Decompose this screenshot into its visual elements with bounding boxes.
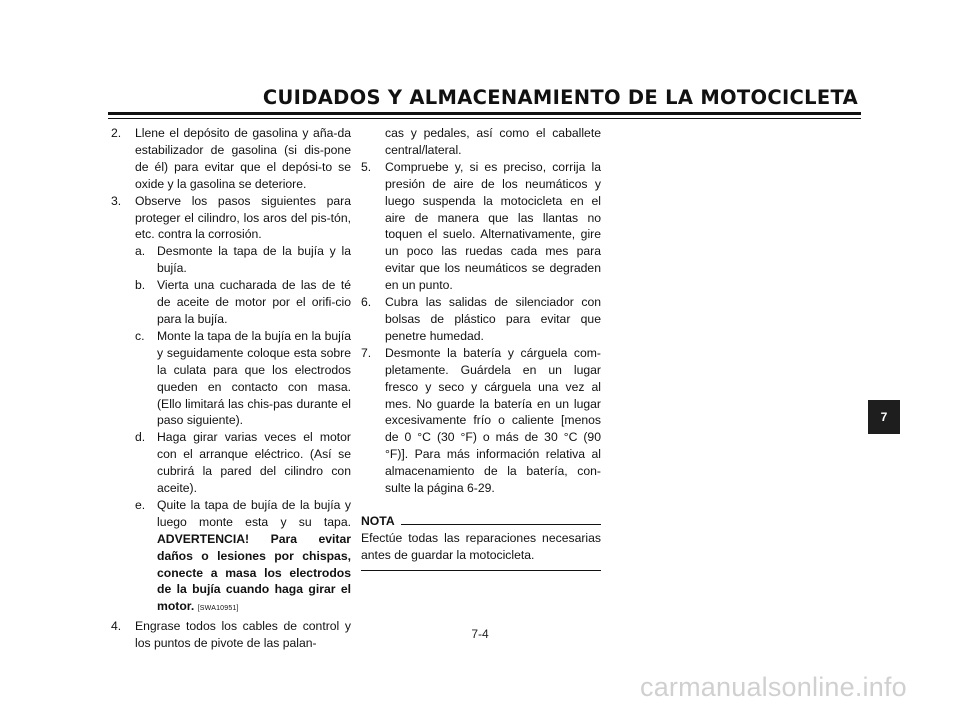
list-item-5 [361, 159, 601, 294]
item-text: cas y pedales, así como el caballete central/lateral. [385, 126, 601, 157]
sub-item-letter: a. [135, 244, 146, 259]
warning-text: ADVERTENCIA! Para evitar daños o lesiones por chispas, conecte a masa los electrodos de la bujía cuando haga girar el motor. [157, 531, 351, 614]
sub-item-text: Vierta una cucharada de las de té de aceite de motor por el orifi-cio para la bujía. [157, 278, 351, 326]
item-number: 7. [361, 345, 372, 360]
left-column [111, 125, 351, 652]
sub-item-a [111, 243, 351, 277]
nota-rule [401, 524, 601, 525]
item-number: 2. [111, 126, 122, 140]
sub-item-d [111, 429, 351, 497]
nota-text: Efectúe todas las reparaciones necesarias antes de guardar la motocicleta. [361, 530, 601, 562]
header-rule-thick [108, 112, 861, 115]
sub-item-text: Desmonte la tapa de la bujía y la bujía. [157, 244, 351, 276]
page-header-title: CUIDADOS Y ALMACENAMIENTO DE LA MOTOCICLETA [262, 86, 858, 109]
sub-item-text: Monte la tapa de la bujía en la bujía y seguidamente coloque esta sobre la culata para que los electrodos queden en contacto con masa. (Ello limitará las chis-pas durante el paso siguiente). [157, 328, 351, 428]
nota-bottom-rule [361, 570, 601, 571]
sub-item-letter: d. [135, 430, 146, 445]
sub-item-text: Quite la tapa de bujía de la bujía y luego monte esta y su tapa. [157, 497, 351, 529]
list-item-3 [111, 193, 351, 244]
item-text: Observe los pasos siguientes para proteger el cilindro, los aros del pis-tón, etc. contra la corrosión. [135, 193, 351, 242]
item-number: 4. [111, 619, 122, 634]
item-number: 5. [361, 159, 372, 174]
page-number: 7-4 [471, 627, 489, 641]
item-text: Desmonte la batería y cárguela com-pletamente. Guárdela en un lugar fresco y seco y cárguela una vez al mes. No guarde la batería en un lugar excesivamente frío o caliente [menos de 0 °C (30 °F) o más de 30 °C (90 °F)]. Para más información relativa al almacenamiento de la batería, con-sulte la página 6-29. [385, 345, 601, 496]
chapter-tab: 7 [868, 400, 900, 434]
list-item-6 [361, 294, 601, 345]
sub-item-text: Haga girar varias veces el motor con el arranque eléctrico. (Así se cubrirá la pared del cilindro con aceite). [157, 430, 351, 496]
nota-label: NOTA [361, 513, 395, 528]
right-column [361, 125, 601, 571]
nota-header [361, 513, 601, 530]
item-text: Engrase todos los cables de control y los puntos de pivote de las palan- [135, 619, 351, 651]
list-item-4-continued [361, 125, 601, 159]
nota-box [361, 513, 601, 571]
item-number: 6. [361, 295, 372, 310]
item-text: Llene el depósito de gasolina y aña-da estabilizador de gasolina (si dis-pone de él) para evitar que el depósi-to se oxide y la gasolina se deteriore. [135, 126, 351, 191]
sub-item-letter: e. [135, 497, 146, 512]
warning-code: [SWA10951] [197, 605, 239, 613]
list-item-2 [111, 125, 351, 193]
header-rule-thin [108, 118, 861, 119]
sub-item-text-block [111, 497, 351, 618]
item-text: Cubra las salidas de silenciador con bolsas de plástico para evitar que penetre humedad. [385, 295, 601, 343]
sub-item-b [111, 277, 351, 328]
watermark: carmanualsonline.info [640, 672, 907, 702]
list-item-7 [361, 345, 601, 497]
item-number: 3. [111, 193, 122, 208]
sub-item-letter: c. [135, 328, 145, 343]
sub-item-c [111, 328, 351, 429]
sub-item-e [111, 497, 351, 618]
item-text: Compruebe y, si es preciso, corrija la presión de aire de los neumáticos y luego suspenda la motocicleta en el aire de manera que las llantas no toquen el suelo. Alternativamente, gire un poco las ruedas cada mes para evitar que los neumáticos se degraden en un punto. [385, 159, 601, 293]
sub-item-letter: b. [135, 278, 146, 293]
